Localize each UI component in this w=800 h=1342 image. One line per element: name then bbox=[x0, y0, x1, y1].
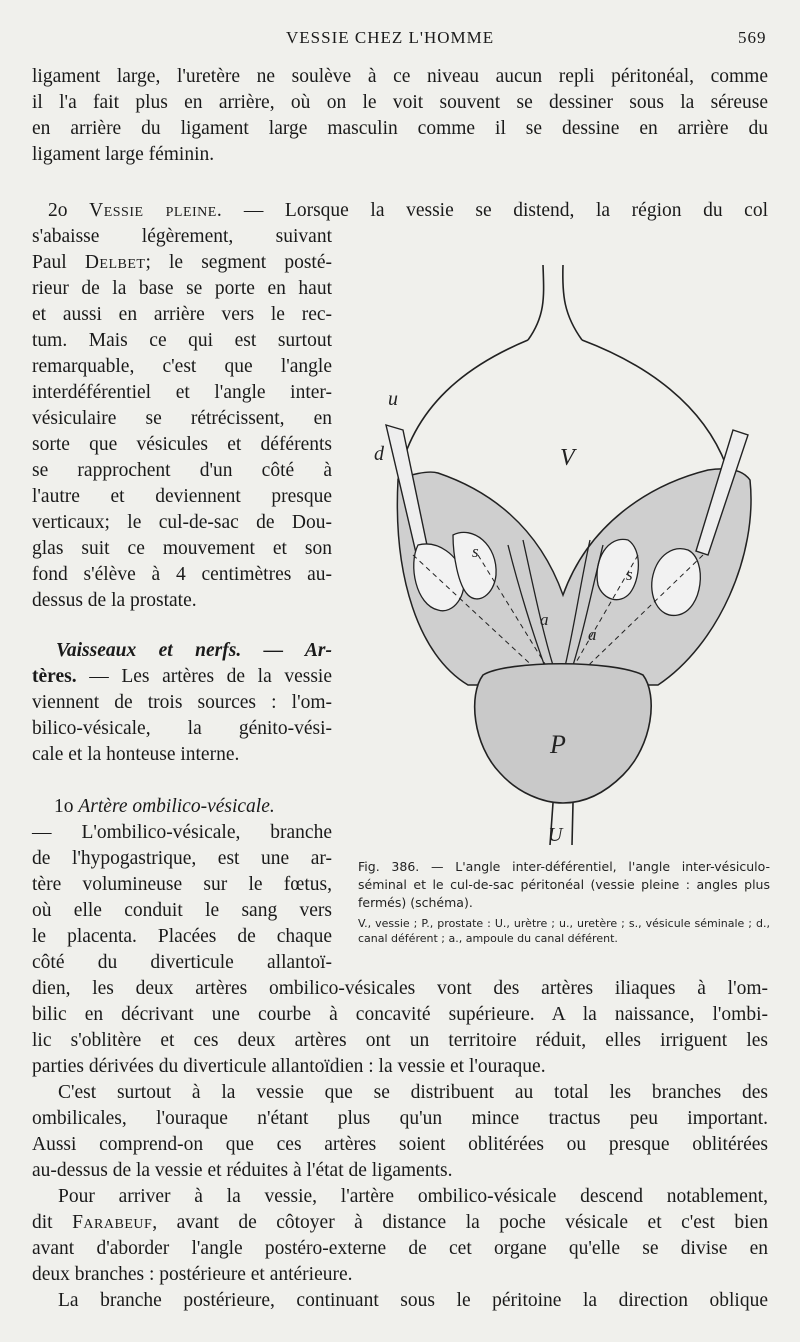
text-line: côté du diverticule allantoï- bbox=[32, 952, 332, 973]
text-line: rieur de la base se porte en haut bbox=[32, 278, 332, 299]
text-line: Aussi comprend-on que ces artères soient oblitérées ou presque oblitérées bbox=[32, 1134, 768, 1155]
artery-title: Artère ombilico-vésicale. bbox=[78, 796, 275, 817]
text-line: au-dessus de la vessie et réduites à l'état de ligaments. bbox=[32, 1160, 453, 1181]
label-vesicule-left: s bbox=[472, 542, 479, 561]
running-header bbox=[0, 28, 800, 52]
text-line: parties dérivées du diverticule allantoïdien : la vessie et l'ouraque. bbox=[32, 1056, 546, 1077]
author-prefix: Paul bbox=[32, 252, 67, 273]
text-line: deux branches : postérieure et antérieure. bbox=[32, 1264, 353, 1285]
text-line: le placenta. Placées de chaque bbox=[32, 926, 332, 947]
urachus-right-line bbox=[563, 265, 582, 340]
label-uretere: u bbox=[388, 388, 398, 410]
figure-caption bbox=[358, 858, 770, 946]
text-fragment: — Les artères de la vessie bbox=[89, 666, 333, 687]
text-line: avant d'aborder l'angle postéro-externe de cet organe qu'elle se divise en bbox=[32, 1238, 768, 1259]
section-heading-line bbox=[32, 198, 768, 224]
label-vesicule-right: s bbox=[626, 565, 633, 584]
text-line: viennent de trois sources : l'om- bbox=[32, 692, 332, 713]
text-line: interdéférentiel et l'angle inter- bbox=[32, 382, 332, 403]
label-deferent: d bbox=[374, 443, 384, 465]
text-line bbox=[32, 664, 332, 690]
section-number: 2o bbox=[48, 200, 68, 221]
text-line: C'est surtout à la vessie que se distribuent au total les branches des bbox=[58, 1082, 768, 1103]
text-line: remarquable, c'est que l'angle bbox=[32, 356, 332, 377]
text-line: sorte que vésicules et déférents bbox=[32, 434, 332, 455]
text-fragment: , avant de côtoyer à distance la poche vésicale et c'est bien bbox=[152, 1212, 768, 1233]
text-line: fond s'élève à 4 centimètres au- bbox=[32, 564, 332, 585]
bladder-outline-right bbox=[582, 340, 726, 465]
caption-text: Fig. 386. — L'angle inter-déférentiel, l'angle inter-vésiculo-séminal et le cul-de-sac péritonéal (vessie pleine : angles plus fermés) (schéma). bbox=[358, 859, 770, 910]
text-line bbox=[32, 250, 332, 276]
text-line: dien, les deux artères ombilico-vésicales vont des artères iliaques à l'om- bbox=[32, 978, 768, 999]
subsection-title: Vaisseaux et nerfs. — Ar- bbox=[56, 640, 332, 661]
text-line: verticaux; le cul-de-sac de Dou- bbox=[32, 512, 332, 533]
text-line: se rapprochent d'un côté à bbox=[32, 460, 332, 481]
running-title: VESSIE CHEZ L'HOMME bbox=[286, 28, 495, 47]
label-prostate: P bbox=[550, 730, 566, 759]
urachus-left-line bbox=[528, 265, 544, 340]
text-line: lic s'oblitère et ces deux artères ont un territoire réduit, elles irriguent les bbox=[32, 1030, 768, 1051]
text-line: l'autre et deviennent presque bbox=[32, 486, 332, 507]
text-line: de l'hypogastrique, est une ar- bbox=[32, 848, 332, 869]
text-line: tum. Mais ce qui est surtout bbox=[32, 330, 332, 351]
bladder-outline-left bbox=[398, 340, 528, 480]
text-fragment: dit bbox=[32, 1212, 53, 1233]
label-ampoule-left: a bbox=[540, 610, 549, 629]
text-line: glas suit ce mouvement et son bbox=[32, 538, 332, 559]
artery-number: 1o bbox=[54, 796, 74, 817]
text-line: dessus de la prostate. bbox=[32, 590, 197, 611]
text-line: ombilicales, l'ouraque n'étant plus qu'un mince tractus peu important. bbox=[32, 1108, 768, 1129]
text-line: et aussi en arrière vers le rec- bbox=[32, 304, 332, 325]
author-name: Delbet bbox=[84, 252, 146, 273]
text-line: La branche postérieure, continuant sous le péritoine la direction oblique bbox=[58, 1290, 768, 1311]
anatomical-figure bbox=[358, 255, 778, 855]
label-vessie: V bbox=[560, 445, 575, 471]
section-heading: Vessie pleine. bbox=[89, 200, 223, 221]
bladder-diagram bbox=[358, 255, 778, 855]
text-line: tère volumineuse sur le fœtus, bbox=[32, 874, 332, 895]
text-line: — L'ombilico-vésicale, branche bbox=[32, 822, 332, 843]
label-ampoule-right: a bbox=[588, 625, 597, 644]
text-line: bilico-vésicale, la génito-vési- bbox=[32, 718, 332, 739]
text-line: il l'a fait plus en arrière, où on le voit souvent se dessiner sous la séreuse bbox=[32, 92, 768, 113]
text-line: cale et la honteuse interne. bbox=[32, 744, 240, 765]
arteres-label: tères. bbox=[32, 666, 77, 687]
section-heading-rest: — Lorsque la vessie se distend, la région du col bbox=[243, 200, 769, 221]
label-uretre: U bbox=[548, 824, 563, 846]
text-line: ligament large, l'uretère ne soulève à ce niveau aucun repli péritonéal, comme bbox=[32, 66, 768, 87]
artery-heading bbox=[32, 794, 332, 820]
text-line: Pour arriver à la vessie, l'artère ombilico-vésicale descend notablement, bbox=[58, 1186, 768, 1207]
text-line: où elle conduit le sang vers bbox=[32, 900, 332, 921]
subsection-heading bbox=[32, 638, 332, 664]
text-line: s'abaisse légèrement, suivant bbox=[32, 226, 332, 247]
caption-legend: V., vessie ; P., prostate : U., urètre ; u., uretère ; s., vésicule séminale ; d., canal déférent ; a., ampoule du canal déférent. bbox=[358, 917, 770, 945]
text-fragment: ; le segment posté- bbox=[145, 252, 332, 273]
page-number: 569 bbox=[738, 28, 767, 47]
text-line: en arrière du ligament large masculin comme il se dessine en arrière du bbox=[32, 118, 768, 139]
text-line: vésiculaire se rétrécissent, en bbox=[32, 408, 332, 429]
text-line bbox=[32, 1210, 768, 1236]
author-name: Farabeuf bbox=[72, 1212, 153, 1233]
text-line: bilic en décrivant une courbe à concavité supérieure. A la naissance, l'ombi- bbox=[32, 1004, 768, 1025]
text-line: ligament large féminin. bbox=[32, 144, 215, 165]
